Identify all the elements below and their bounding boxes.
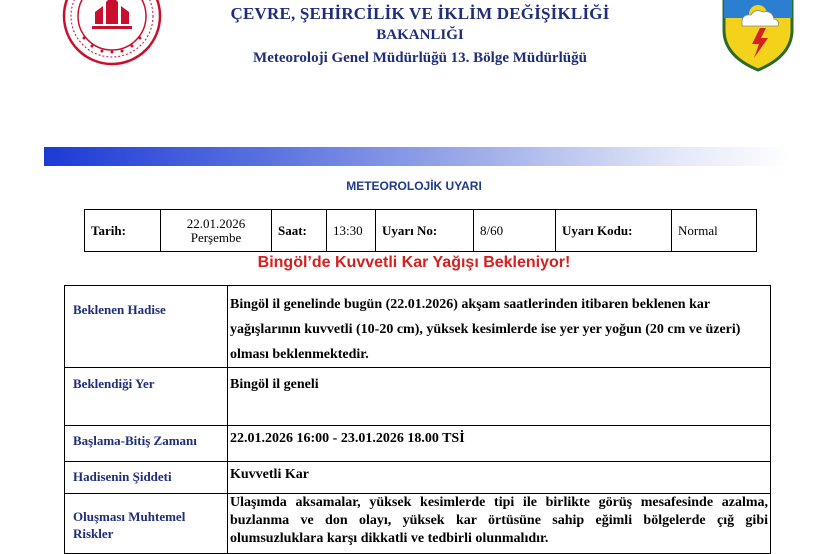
- header-gradient-bar: [44, 147, 790, 166]
- date-label: Tarih:: [85, 210, 161, 252]
- details-row: [65, 286, 771, 368]
- day-value: Perşembe: [190, 229, 242, 245]
- details-row: [65, 462, 771, 494]
- details-label: Beklendiği Yer: [65, 368, 228, 426]
- details-value: Bingöl il geneli: [228, 368, 771, 426]
- warning-code-value: Normal: [672, 210, 757, 252]
- details-label: Oluşması Muhtemel Riskler: [65, 494, 228, 554]
- date-cell: [161, 210, 272, 252]
- ministry-name-line2: BAKANLIĞI: [376, 27, 464, 43]
- details-row: [65, 368, 771, 426]
- warning-code-label: Uyarı Kodu:: [556, 210, 672, 252]
- ministry-name-line1: ÇEVRE, ŞEHİRCİLİK VE İKLİM DEĞİŞİKLİĞİ: [230, 4, 610, 23]
- meteorology-shield-logo: [718, 0, 798, 72]
- details-value: Ulaşımda aksamalar, yüksek kesimlerde tipi ile birlikte görüş mesafesinde azalma, buzlanma ve don olayı, yüksek kar örtüsüne sahip eğimli bölgelerde çığ gibi olumsuzluklara karşı dikkatli ve tedbirli olunmalıdır.: [228, 494, 771, 554]
- details-row: [65, 426, 771, 462]
- ministry-seal-logo: [62, 0, 162, 66]
- warning-no-value: 8/60: [474, 210, 556, 252]
- details-label: Beklenen Hadise: [65, 286, 228, 368]
- directorate-name: Meteoroloji Genel Müdürlüğü 13. Bölge Müdürlüğü: [253, 50, 587, 66]
- warning-title: METEOROLOJİK UYARI: [346, 179, 482, 193]
- date-value: 22.01.2026: [186, 215, 246, 231]
- warning-no-label: Uyarı No:: [376, 210, 474, 252]
- details-row: [65, 494, 771, 554]
- time-value: 13:30: [327, 210, 376, 252]
- warning-headline: Bingöl’de Kuvvetli Kar Yağışı Bekleniyor!: [257, 254, 571, 271]
- warning-details-table: [64, 285, 771, 554]
- details-label: Hadisenin Şiddeti: [65, 462, 228, 494]
- details-value: Kuvvetli Kar: [228, 462, 771, 494]
- details-label: Başlama-Bitiş Zamanı: [65, 426, 228, 462]
- warning-info-table: [84, 209, 757, 252]
- details-value: Bingöl il genelinde bugün (22.01.2026) akşam saatlerinden itibaren beklenen kar yağışlarının kuvvetli (10-20 cm), yüksek kesimlerde ise yer yer yoğun (20 cm ve üzeri) olması beklenmektedir.: [228, 286, 771, 368]
- details-value: 22.01.2026 16:00 - 23.01.2026 18.00 TSİ: [228, 426, 771, 462]
- time-label: Saat:: [272, 210, 327, 252]
